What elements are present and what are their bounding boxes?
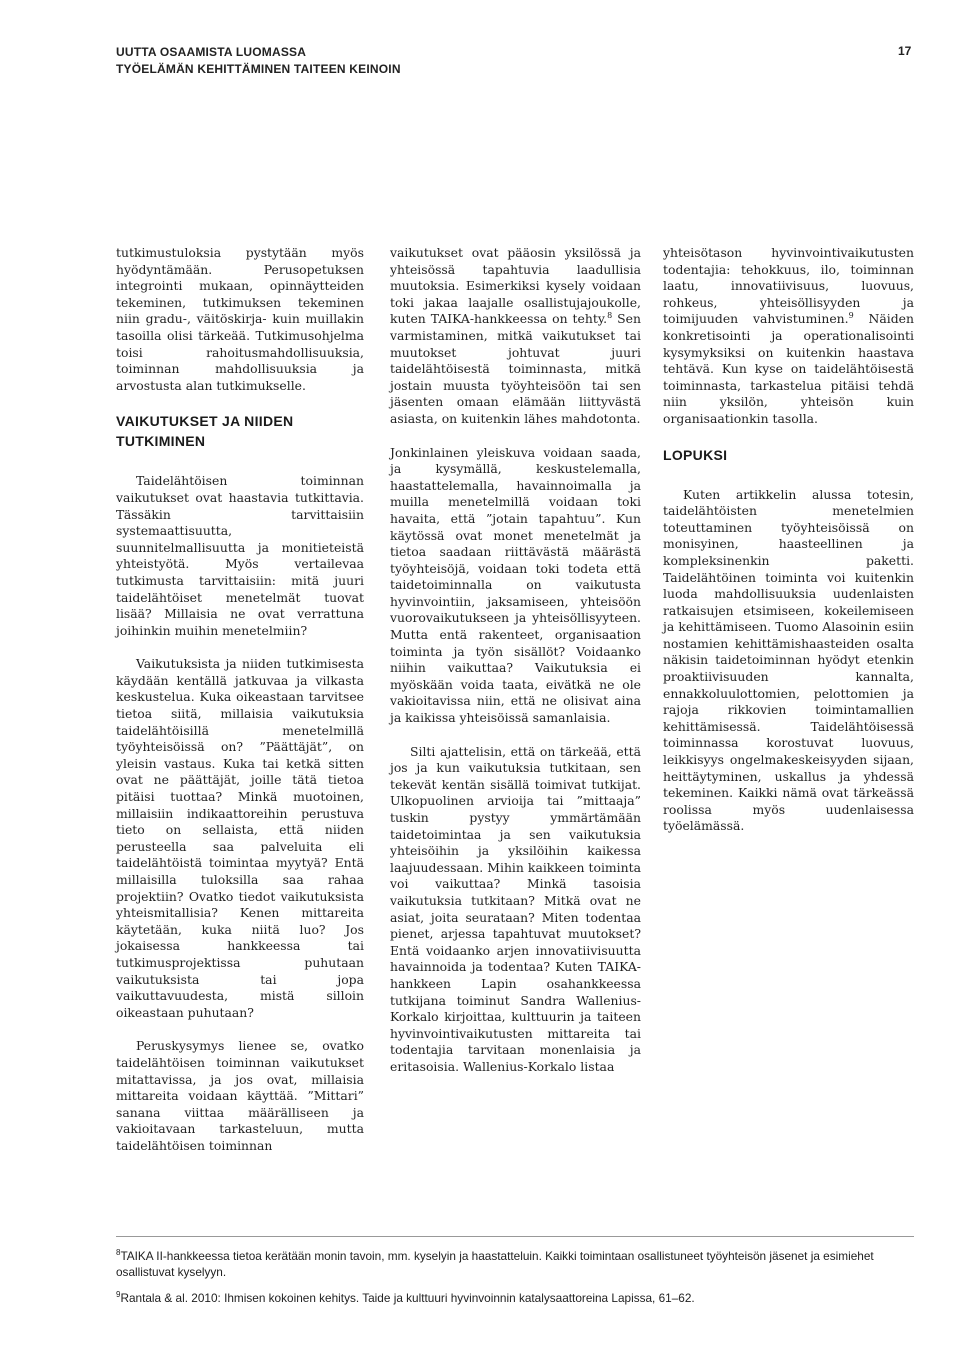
footnote-number: 8 (116, 1248, 121, 1258)
footnote-9 (116, 1290, 914, 1306)
running-header (116, 44, 401, 78)
paragraph-text: yhteisötason hyvinvointivaikutusten todentajia: tehokkuus, ilo, toiminnan laatu, innovatiivisuus, luovuus, rohkeus, yhteisöllisyyden ja toimijuuden vahvistuminen. (663, 245, 914, 327)
paragraph: Kuten artikkelin alussa totesin, taidelähtöisten menetelmien toteuttaminen työyhteisöissä on monisyinen, haasteellinen ja kompleksinenkin paketti. Taidelähtöinen toiminta voi kuitenkin luoda mahdollisuuksia uudenlaisten ratkaisujen etsimiseen, kokeilemiseen ja kehittämiseen. Tuomo Alasoinin esiin nostamien kehittämishaasteiden osalta näkisin taidetoiminnan hyödyt etenkin proaktiivisuuden kannalta, ennakkoluulottomien, pelottomien ja rajoja rikkovien toimintamallien kehittämisessä. Taidelähtöisessä toiminnassa korostuvat luovuus, leikkisyys ongelmakeskeisyyden sijaan, heittäytyminen, uskallus ja yhdessä tekeminen. Kaikki nämä ovat tärkeässä roolissa myös uudenlaisessa työelämässä. (663, 486, 914, 834)
paragraph: tutkimustuloksia pystytään myös hyödyntämään. Perusopetuksen integrointi mukaan, opinnäytteiden tekeminen, tutkimuksen tekeminen niin gradu-, väitöskirja- kuin muillakin tasoilla olisi tärkeää. Tutkimusohjelma toisi rahoitusmahdollisuuksia, toiminnan mahdollisuuksia ja arvostusta alan tutkimukselle. (116, 245, 364, 393)
header-line-2: TYÖELÄMÄN KEHITTÄMINEN TAITEEN KEINOIN (116, 62, 401, 76)
column-1 (116, 245, 364, 1172)
footnote-ref-9[interactable]: 9 (848, 311, 854, 321)
header-line-1: UUTTA OSAAMISTA LUOMASSA (116, 45, 307, 59)
paragraph: Silti ajattelisin, että on tärkeää, että jos ja kun vaikutuksia tutkitaan, sen tekevät kentän sisällä toimivat tutkijat. Ulkopuolinen arvioija tai ”mittaaja” tuskin pystyy ymmärtämään taidetoimintaa ja sen vaikutuksia yhteisöihin ja yksilöihin kaikessa laajuudessaan. Mihin kaikkeen toiminta voi vaikuttaa? Minkä tasoisia vaikutuksia tutkitaan? Mitkä ovat ne asiat, joita seurataan? Miten todentaa pienet, arjessa tapahtuvat muutokset? Entä voidaanko arjen innovatiivisuutta havainnoida ja todentaa? Kuten TAIKA-hankkeen Lapin osahankkeessa tutkijana toiminut Sandra Wallenius-Korkalo kirjoittaa, kulttuurin ja taiteen hyvinvointivaikutusten mittareita tai todentajia tarvitaan monenlaisia ja eritasoisia. Wallenius-Korkalo listaa (390, 743, 641, 1074)
page-number: 17 (898, 44, 912, 58)
section-heading: VAIKUTUKSET JA NIIDEN TUTKIMINEN (116, 413, 294, 450)
paragraph: Peruskysymys lienee se, ovatko taidelähtöisen toiminnan vaikutukset mitattavissa, ja jos ovat, millaisia mittareita voidaan käyttää. ”Mittari” sanana viittaa määrälliseen ja vakioitavaan tarkasteluun, mutta taidelähtöisen toiminnan (116, 1038, 364, 1153)
paragraph: Jonkinlainen yleiskuva voidaan saada, ja kysymällä, keskustelemalla, haastattelemalla, havainnoimalla ja muilla menetelmillä voidaan toki havaita, että ”jotain tapahtuu”. Kun käytössä ovat monet menetelmät ja tietoa saadaan riittävästä määrästä työyhteisöjä, voidaan toki todeta että taidetoiminnalla on vaikutusta hyvinvointiin, jaksamiseen, yhteisöön vuorovaikutukseen ja yhteisöllisyyteen. Mutta entä rakenteet, organisaation toiminta ja työn sisällöt? Voidaanko niihin vaikuttaa? Vaikutuksia ei myöskään voida taata, eivätkä ne ole vakioitavissa niin, että ne olisivat aina ja kaikissa yhteisöissä samanlaisia. (390, 444, 641, 726)
paragraph: Taidelähtöisen toiminnan vaikutukset ovat haastavia tutkittavia. Tässäkin tarvittaisiin systemaattisuutta, suunnitelmallisuutta ja monitieteistä yhteistyötä. Myös vertailevaa tutkimusta tarvittaisiin: mitä juuri taidelähtöiset menetelmät tuovat lisää? Millaisia ne ovat verrattuna joihinkin muihin menetelmiin? (116, 473, 364, 638)
footnote-divider (116, 1236, 914, 1237)
paragraph (663, 245, 914, 428)
section-heading: LOPUKSI (663, 446, 728, 463)
paragraph (390, 245, 641, 428)
column-2 (390, 245, 641, 1093)
footnote-number: 9 (116, 1290, 121, 1300)
footnote-text: Rantala & al. 2010: Ihmisen kokoinen kehitys. Taide ja kulttuuri hyvinvoinnin katalysaattoreina Lapissa, 61–62. (120, 1291, 695, 1305)
paragraph: Vaikutuksista ja niiden tutkimisesta käydään kentällä jatkuvaa ja vilkasta keskustelua. Kuka oikeastaan tarvitsee tietoa siitä, millaisia vaikutuksia taidelähtöisillä menetelmillä työyhteisöissä on? ”Päättäjät”, on yleisin vastaus. Kuka tai ketkä sitten ovat ne päättäjät, joille tätä tietoa pitäisi tuottaa? Minkä muotoinen, millaisiin indikaattoreihin perustuva tieto on sellaista, että niiden perusteella saa palveluita eli taidelähtöistä toimintaa myytyä? Entä millaisilla tuloksilla saa rahaa projektiin? Ovatko tiedot vaikutuksista yhteismitallisia? Kenen mittareita käytetään, kuka niitä luo? Jos jokaisessa hankkeessa tai tutkimusprojektissa puhutaan vaikutuksista tai jopa vaikuttavuudesta, mistä silloin oikeastaan puhutaan? (116, 656, 364, 1020)
footnote-8 (116, 1248, 914, 1280)
footnote-text: TAIKA II-hankkeessa tietoa kerätään monin tavoin, mm. kyselyin ja haastatteluin. Kaikki toimintaan osallistuneet työyhteisön jäsenet ja esimiehet osallistuvat kyselyyn. (116, 1249, 874, 1279)
paragraph-text: vaikutukset ovat pääosin yksilössä ja yhteisössä tapahtuvia laadullisia muutoksia. Esimerkiksi kysely voidaan toki jakaa laajalle osallistujajoukolle, kuten TAIKA-hankkeessa on tehty. (390, 245, 641, 327)
paragraph-text: Näiden konkretisointi ja operationalisointi kysymyksiksi on kuitenkin haastava tehtävä. Kun kyse on taidelähtöisestä toiminnasta, tarkastelua pitäisi tehdä niin yksilön, yhteisön kuin organisaationkin tasolla. (663, 311, 914, 426)
paragraph-text: Sen varmistaminen, mitkä vaikutukset tai muutokset johtuvat juuri taidelähtöisestä toiminnasta, mitkä jostain muusta työyhteisöön tai sen jäsenten omaan elämään liittyvästä asiasta, on kuitenkin lähes mahdotonta. (390, 311, 641, 426)
footnotes (116, 1248, 914, 1316)
footnote-ref-8[interactable]: 8 (607, 311, 613, 321)
column-3 (663, 245, 914, 852)
